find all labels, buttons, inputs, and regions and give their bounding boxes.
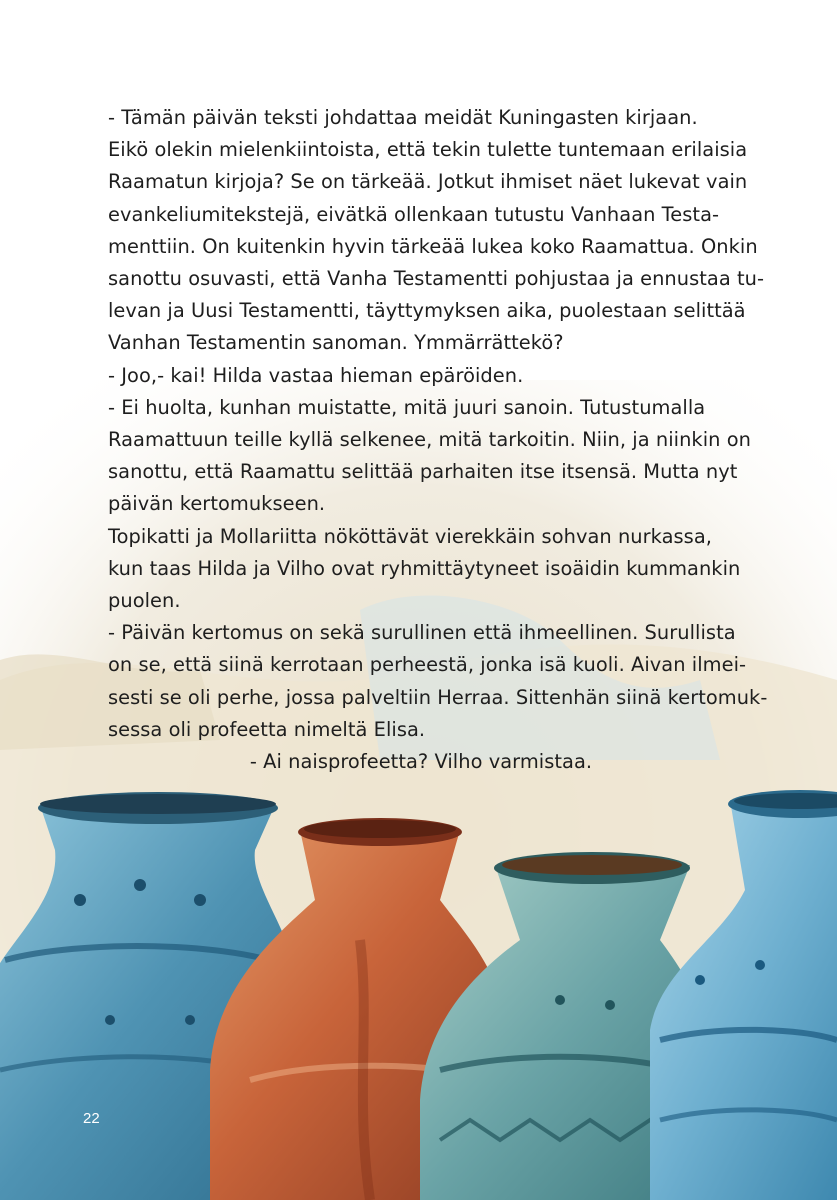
text-line: Vanhan Testamentin sanoman. Ymmärrättekö? bbox=[108, 331, 564, 355]
text-line: päivän kertomukseen. bbox=[108, 492, 326, 516]
story-text bbox=[86, 102, 768, 778]
text-line: sanottu osuvasti, että Vanha Testamentti pohjustaa ja ennustaa tu- bbox=[108, 267, 765, 291]
text-line: sesti se oli perhe, jossa palveltiin Herraa. Sittenhän siinä kertomuk- bbox=[108, 685, 768, 709]
text-line: on se, että siinä kerrotaan perheestä, jonka isä kuoli. Aivan ilmei- bbox=[108, 653, 747, 677]
paragraph bbox=[86, 746, 726, 778]
paragraph bbox=[86, 360, 726, 392]
text-line: evankeliumitekstejä, eivätkä ollenkaan tutustu Vanhaan Testa- bbox=[108, 202, 720, 226]
paragraph bbox=[86, 617, 768, 746]
text-line: kun taas Hilda ja Vilho ovat ryhmittäytyneet isoäidin kummankin bbox=[108, 556, 741, 580]
page-number: 22 bbox=[83, 1110, 100, 1127]
text-line: - Ei huolta, kunhan muistatte, mitä juuri sanoin. Tutustumalla bbox=[108, 395, 706, 419]
text-line: levan ja Uusi Testamentti, täyttymyksen aika, puolestaan selittää bbox=[108, 299, 746, 323]
text-line: menttiin. On kuitenkin hyvin tärkeää lukea koko Raamattua. Onkin bbox=[108, 234, 758, 258]
text-line: Raamatun kirjoja? Se on tärkeää. Jotkut ihmiset näet lukevat vain bbox=[108, 170, 748, 194]
text-line: sessa oli profeetta nimeltä Elisa. bbox=[108, 717, 426, 741]
text-line: - Päivän kertomus on sekä surullinen että ihmeellinen. Surullista bbox=[108, 621, 736, 645]
text-line: - Tämän päivän teksti johdattaa meidät Kuningasten kirjaan. bbox=[108, 106, 698, 129]
text-line: sanottu, että Raamattu selittää parhaiten itse itsensä. Mutta nyt bbox=[108, 460, 738, 484]
text-line: Eikö olekin mielenkiintoista, että tekin tulette tuntemaan erilaisia bbox=[108, 138, 748, 162]
text-line: - Ai naisprofeetta? Vilho varmistaa. bbox=[249, 750, 593, 774]
paragraph bbox=[86, 392, 751, 521]
text-line: puolen. bbox=[108, 589, 181, 613]
text-line: Raamattuun teille kyllä selkenee, mitä tarkoitin. Niin, ja niinkin on bbox=[108, 428, 751, 452]
paragraph bbox=[86, 102, 765, 360]
paragraph bbox=[86, 521, 741, 618]
text-line: - Joo,- kai! Hilda vastaa hieman epäröiden. bbox=[108, 363, 524, 387]
text-line: Topikatti ja Mollariitta nököttävät vierekkäin sohvan nurkassa, bbox=[108, 524, 712, 548]
